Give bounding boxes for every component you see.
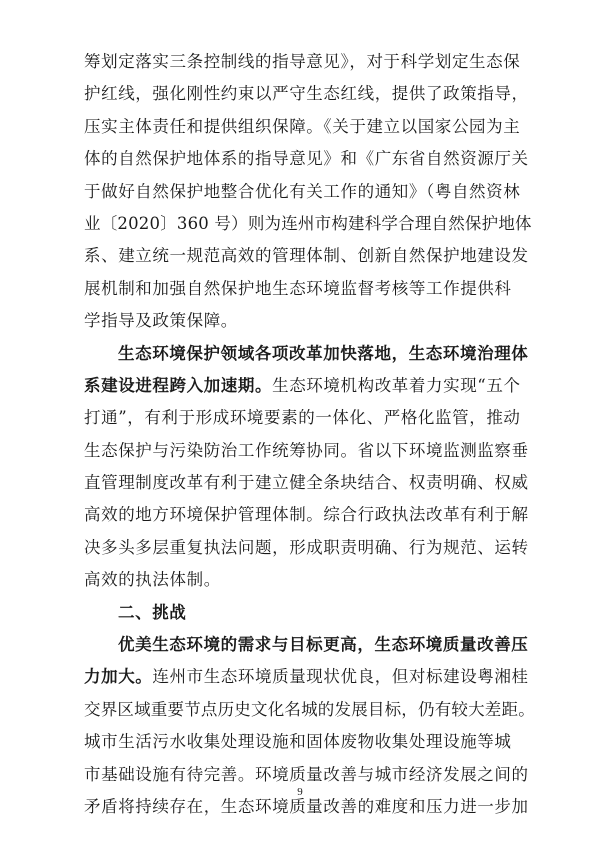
page-number: 9 — [297, 786, 303, 798]
bold-lead-text: 力加大。 — [84, 667, 153, 687]
text-line: 学指导及政策保障。 — [84, 311, 238, 331]
text-line: 护红线，强化刚性约束以严守生态红线，提供了政策指导， — [84, 84, 529, 104]
text-line: 系、建立统一规范高效的管理体制、创新自然保护地建设发 — [84, 246, 529, 266]
text-line: 生态保护与污染防治工作统筹协同。省以下环境监测监察垂 — [84, 440, 529, 460]
text-line: 业〔2020〕360 号）则为连州市构建科学合理自然保护地体 — [84, 213, 532, 233]
text-line: 打通”，有利于形成环境要素的一体化、严格化监管，推动 — [84, 408, 521, 428]
text-line: 市基础设施有待完善。环境质量改善与城市经济发展之间的 — [84, 764, 529, 784]
paragraph-policy-guidance — [84, 46, 532, 338]
text-line: 展机制和加强自然保护地生态环境监督考核等工作提供科 — [84, 278, 512, 298]
text-line: 高效的地方环境保护管理体制。综合行政执法改革有利于解 — [84, 505, 529, 525]
text-line: 高效的执法体制。 — [84, 570, 221, 590]
bold-lead-line: 生态环境保护领域各项改革加快落地，生态环境治理体 — [118, 343, 529, 363]
text-line — [84, 661, 529, 693]
section-heading: 二、挑战 — [118, 602, 187, 622]
text-line: 决多头多层重复执法问题，形成职责明确、行为规范、运转 — [84, 537, 529, 557]
body-text: 生态环境机构改革着力实现“五个 — [272, 375, 521, 395]
body-text: 连州市生态环境质量现状优良，但对标建设粤湘桂 — [152, 667, 529, 687]
text-line: 交界区域重要节点历史文化名城的发展目标，仍有较大差距。 — [84, 699, 535, 719]
text-line: 城市生活污水收集处理设施和固体废物收集处理设施等城 — [84, 732, 512, 752]
text-line: 直管理制度改革有利于建立健全条块结合、权责明确、权威 — [84, 473, 529, 493]
bold-lead-text: 系建设进程跨入加速期。 — [84, 375, 273, 395]
text-line: 体的自然保护地体系的指导意见》和《广东省自然资源厅关 — [84, 149, 529, 169]
text-line: 压实主体责任和提供组织保障。《关于建立以国家公园为主 — [84, 116, 521, 136]
document-body — [84, 46, 535, 823]
text-line — [84, 370, 524, 402]
text-line: 于做好自然保护地整合优化有关工作的通知》（粤自然资林 — [84, 181, 521, 201]
bold-lead-line: 优美生态环境的需求与目标更高，生态环境质量改善压 — [118, 635, 529, 655]
text-line: 矛盾将持续存在，生态环境质量改善的难度和压力进一步加 — [84, 796, 529, 816]
text-line: 筹划定落实三条控制线的指导意见》，对于科学划定生态保 — [84, 52, 521, 71]
paragraph-reform — [84, 338, 529, 597]
